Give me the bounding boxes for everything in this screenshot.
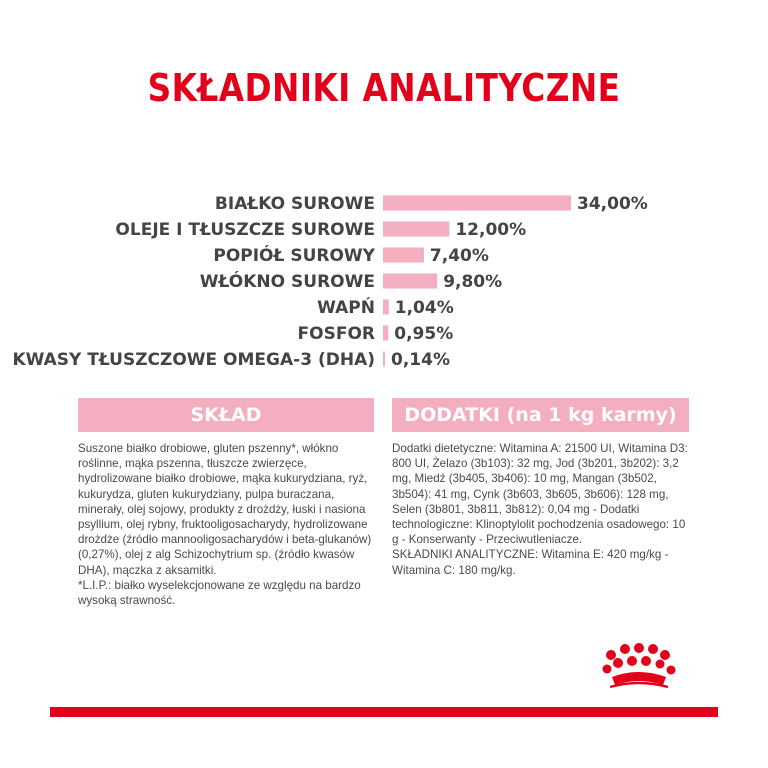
dodatki-additives-text: Dodatki dietetyczne: Witamina A: 21500 UI, Witamina D3: 800 UI, Żelazo (3b103): 32 mg, Jod (3b201, 3b202): 3,2 mg, Miedź (3b405, 3b406): 10 mg, Mangan (3b502, 3b504): 41 mg, Cynk (3b603, 3b605, 3b606): 128 mg, Selen (3b801, 3b811, 3b812): 0,04 mg - Dodatki technologiczne: Klinoptylolit pochodzenia osadowego: 10 g - Konserwanty - Przeciwutleniacze.	[392, 442, 688, 547]
bar	[383, 196, 571, 211]
footer-bar	[50, 707, 718, 717]
bar	[383, 326, 388, 341]
category-label: BIAŁKO SUROWE	[214, 194, 375, 214]
dodatki-analytical-text: SKŁADNIKI ANALITYCZNE: Witamina E: 420 mg/kg - Witamina C: 180 mg/kg.	[392, 548, 669, 577]
category-label: POPIÓŁ SUROWY	[213, 246, 375, 266]
sklad-heading: SKŁAD	[78, 398, 374, 432]
value-label: 12,00%	[455, 220, 527, 240]
page-title: SKŁADNIKI ANALITYCZNE	[147, 66, 621, 110]
bar	[383, 222, 449, 237]
bar	[383, 352, 385, 367]
category-label: WŁÓKNO SUROWE	[199, 272, 375, 292]
sklad-footnote: *L.I.P.: białko wyselekcjonowane ze względu na bardzo wysoką strawność.	[78, 578, 361, 608]
value-label: 0,95%	[394, 324, 454, 344]
value-label: 34,00%	[577, 194, 648, 214]
sklad-text-block	[78, 441, 378, 608]
royal-canin-crown-icon	[600, 643, 680, 693]
value-label: 1,04%	[394, 298, 454, 318]
bar	[383, 300, 389, 315]
value-label: 0,14%	[391, 350, 450, 370]
category-label: FOSFOR	[297, 324, 375, 344]
category-label: WAPŃ	[317, 298, 375, 318]
sklad-ingredients-text: Suszone białko drobiowe, gluten pszenny*, włókno roślinne, mąka pszenna, tłuszcze zwierzęce, hydrolizowane białko drobiowe, mąka kukurydziana, ryż, kukurydza, gluten kukurydziany, pulpa buraczana, minerały, olej sojowy, produkty z drożdży, łuski i nasiona psyllium, olej rybny, fruktooligosacharydy, hydrolizowane drożdże (źródło mannooligosacharydów i beta-glukanów) (0,27%), olej z alg Schizochytrium sp. (źródło kwasów DHA), mączka z aksamitki.	[78, 442, 372, 577]
value-label: 7,40%	[429, 246, 489, 266]
category-label: OLEJE I TŁUSZCZE SUROWE	[115, 220, 375, 240]
value-label: 9,80%	[443, 272, 503, 292]
bar	[383, 248, 424, 263]
nutrient-bar-chart	[0, 180, 768, 380]
category-label: KWASY TŁUSZCZOWE OMEGA-3 (DHA)	[12, 350, 375, 370]
bar	[383, 274, 437, 289]
dodatki-heading: DODATKI (na 1 kg karmy)	[392, 398, 689, 432]
dodatki-text-block	[392, 441, 692, 578]
